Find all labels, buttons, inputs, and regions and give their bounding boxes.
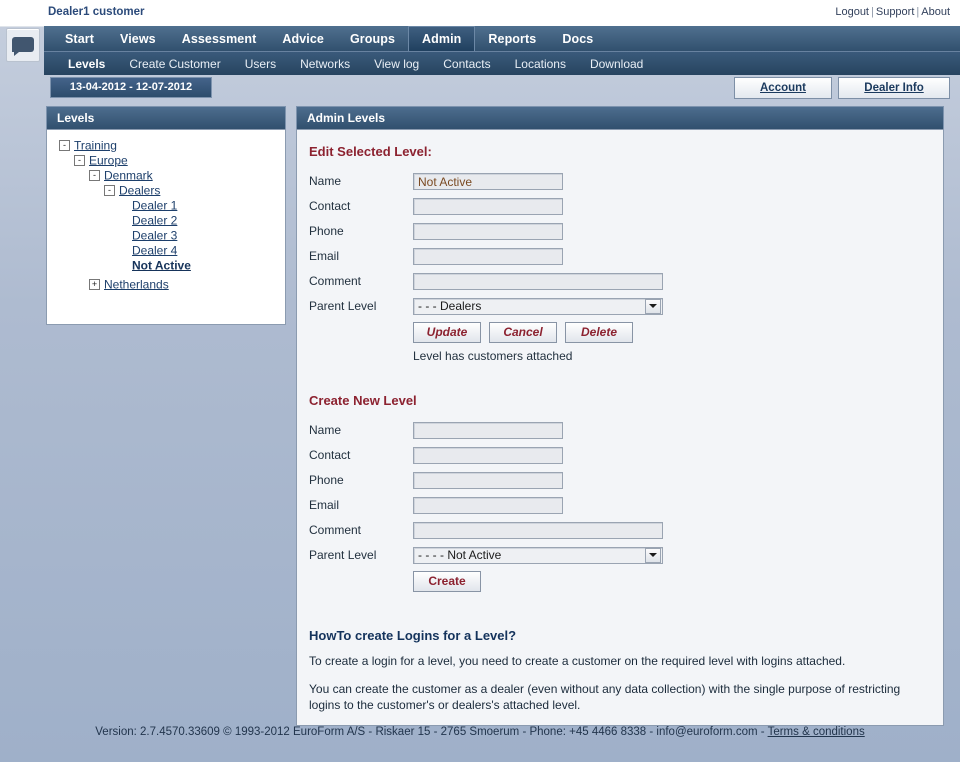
create-comment-label: Comment (309, 523, 362, 537)
howto-title: HowTo create Logins for a Level? (309, 628, 517, 643)
nav-item-admin[interactable]: Admin (408, 26, 475, 51)
nav-item-start[interactable]: Start (65, 31, 94, 46)
date-range-display[interactable]: 13-04-2012 - 12-07-2012 (50, 77, 212, 98)
admin-levels-panel (296, 106, 944, 726)
create-parent-level-row (309, 545, 943, 565)
tree-item-not-active[interactable] (53, 258, 279, 273)
create-email-label: Email (309, 498, 340, 512)
tree-item-label[interactable]: Dealer 4 (132, 243, 178, 258)
tree-item-dealers[interactable] (53, 183, 279, 198)
edit-comment-input[interactable] (413, 273, 663, 290)
level-attached-note: Level has customers attached (413, 349, 573, 363)
sub-navigation (44, 51, 960, 75)
edit-contact-input[interactable] (413, 198, 563, 215)
subnav-item-download[interactable]: Download (589, 56, 644, 71)
update-button[interactable]: Update (413, 322, 481, 343)
edit-phone-input[interactable] (413, 223, 563, 240)
terms-conditions-link[interactable]: Terms & conditions (767, 726, 865, 738)
tree-item-label[interactable]: Dealer 2 (132, 213, 178, 228)
subnav-item-users[interactable]: Users (244, 56, 277, 71)
tree-item-dealer-2[interactable] (53, 213, 279, 228)
nav-item-assessment[interactable]: Assessment (181, 31, 257, 46)
create-section-title: Create New Level (309, 393, 417, 408)
create-button-row (413, 571, 943, 592)
tree-item-netherlands[interactable] (53, 277, 279, 292)
create-comment-input[interactable] (413, 522, 663, 539)
subnav-item-networks[interactable]: Networks (300, 56, 351, 71)
tree-item-dealer-1[interactable] (53, 198, 279, 213)
nav-item-docs[interactable]: Docs (562, 31, 594, 46)
subnav-item-levels[interactable]: Levels (68, 56, 106, 71)
tree-item-label[interactable]: Denmark (104, 168, 153, 183)
howto-paragraph-1: To create a login for a level, you need to create a customer on the required level with logins attached. (309, 654, 846, 668)
dealer-info-button-label: Dealer Info (864, 82, 924, 94)
tree-toggle-icon[interactable]: - (74, 155, 85, 166)
tree-item-dealer-4[interactable] (53, 243, 279, 258)
tree-toggle-icon[interactable]: - (89, 170, 100, 181)
subnav-item-create-customer[interactable]: Create Customer (129, 56, 221, 71)
create-phone-input[interactable] (413, 472, 563, 489)
create-name-input[interactable] (413, 422, 563, 439)
cancel-button[interactable]: Cancel (489, 322, 557, 343)
edit-section-title: Edit Selected Level: (309, 144, 432, 159)
edit-email-row (309, 246, 943, 266)
tree-item-dealer-3[interactable] (53, 228, 279, 243)
current-customer-label: Dealer1 customer (48, 6, 145, 18)
levels-panel-title: Levels (46, 106, 286, 129)
subnav-item-view-log[interactable]: View log (374, 56, 420, 71)
create-contact-input[interactable] (413, 447, 563, 464)
edit-name-row (309, 171, 943, 191)
tree-item-denmark[interactable] (53, 168, 279, 183)
tree-toggle-icon[interactable]: - (59, 140, 70, 151)
account-button-label: Account (760, 82, 806, 94)
edit-button-row (413, 322, 943, 343)
edit-email-input[interactable] (413, 248, 563, 265)
top-utility-bar (0, 0, 960, 27)
create-name-label: Name (309, 423, 342, 437)
nav-item-views[interactable]: Views (119, 31, 156, 46)
link-separator-2: | (916, 6, 920, 18)
edit-name-input[interactable]: Not Active (413, 173, 563, 190)
tree-toggle-icon[interactable]: + (89, 279, 100, 290)
create-name-row (309, 420, 943, 440)
nav-item-groups[interactable]: Groups (349, 31, 395, 46)
footer-version-text: Version: 2.7.4570.33609 © 1993-2012 EuroForm A/S - Riskaer 15 - 2765 Smoerum - Phone: +45 4466 8338 - info@euroform.com - (95, 726, 768, 738)
edit-comment-label: Comment (309, 274, 362, 288)
nav-item-advice[interactable]: Advice (282, 31, 324, 46)
levels-tree (46, 129, 286, 325)
edit-name-label: Name (309, 174, 342, 188)
top-links (835, 6, 950, 18)
support-link[interactable]: Support (875, 6, 915, 18)
edit-comment-row (309, 271, 943, 291)
main-navigation (44, 26, 960, 51)
subnav-item-locations[interactable]: Locations (514, 56, 566, 71)
create-email-input[interactable] (413, 497, 563, 514)
logout-link[interactable]: Logout (835, 6, 869, 18)
edit-parent-level-value: - - - Dealers (418, 298, 482, 313)
create-parent-level-value: - - - - Not Active (418, 547, 502, 562)
speech-bubble-icon (12, 37, 34, 52)
account-button[interactable] (734, 77, 832, 99)
edit-parent-level-row (309, 296, 943, 316)
app-logo (6, 28, 40, 62)
delete-button[interactable]: Delete (565, 322, 633, 343)
create-contact-label: Contact (309, 448, 351, 462)
edit-email-label: Email (309, 249, 340, 263)
create-phone-row (309, 470, 943, 490)
create-email-row (309, 495, 943, 515)
create-phone-label: Phone (309, 473, 344, 487)
edit-phone-row (309, 221, 943, 241)
edit-contact-row (309, 196, 943, 216)
edit-contact-label: Contact (309, 199, 351, 213)
tree-item-label[interactable]: Training (74, 138, 117, 153)
edit-parent-level-label: Parent Level (309, 299, 377, 313)
admin-levels-content (296, 129, 944, 726)
admin-levels-title: Admin Levels (296, 106, 944, 129)
create-contact-row (309, 445, 943, 465)
create-parent-level-label: Parent Level (309, 548, 377, 562)
create-button[interactable]: Create (413, 571, 481, 592)
levels-panel (46, 106, 286, 325)
tree-item-label[interactable]: Netherlands (104, 277, 169, 292)
edit-parent-level-select[interactable] (413, 298, 663, 315)
tree-item-label[interactable]: Europe (89, 153, 128, 168)
tree-item-label[interactable]: Dealer 3 (132, 228, 178, 243)
date-and-account-row (44, 74, 960, 102)
footer (0, 726, 960, 738)
edit-phone-label: Phone (309, 224, 344, 238)
tree-item-label[interactable]: Dealers (119, 183, 161, 198)
about-link[interactable]: About (921, 6, 950, 18)
create-comment-row (309, 520, 943, 540)
tree-item-label[interactable]: Not Active (132, 258, 191, 273)
chevron-down-icon[interactable] (645, 299, 661, 314)
subnav-item-contacts[interactable]: Contacts (443, 56, 491, 71)
dealer-info-button[interactable] (838, 77, 950, 99)
tree-item-europe[interactable] (53, 153, 279, 168)
tree-item-training[interactable] (53, 138, 279, 153)
nav-item-reports[interactable]: Reports (488, 31, 537, 46)
create-parent-level-select[interactable] (413, 547, 663, 564)
tree-toggle-icon[interactable]: - (104, 185, 115, 196)
link-separator-1: | (871, 6, 874, 18)
chevron-down-icon[interactable] (645, 548, 661, 563)
tree-item-label[interactable]: Dealer 1 (132, 198, 178, 213)
howto-paragraph-2: You can create the customer as a dealer (even without any data collection) with the single purpose of restricting logins to the customer's or dealers's attached level. (309, 682, 901, 712)
